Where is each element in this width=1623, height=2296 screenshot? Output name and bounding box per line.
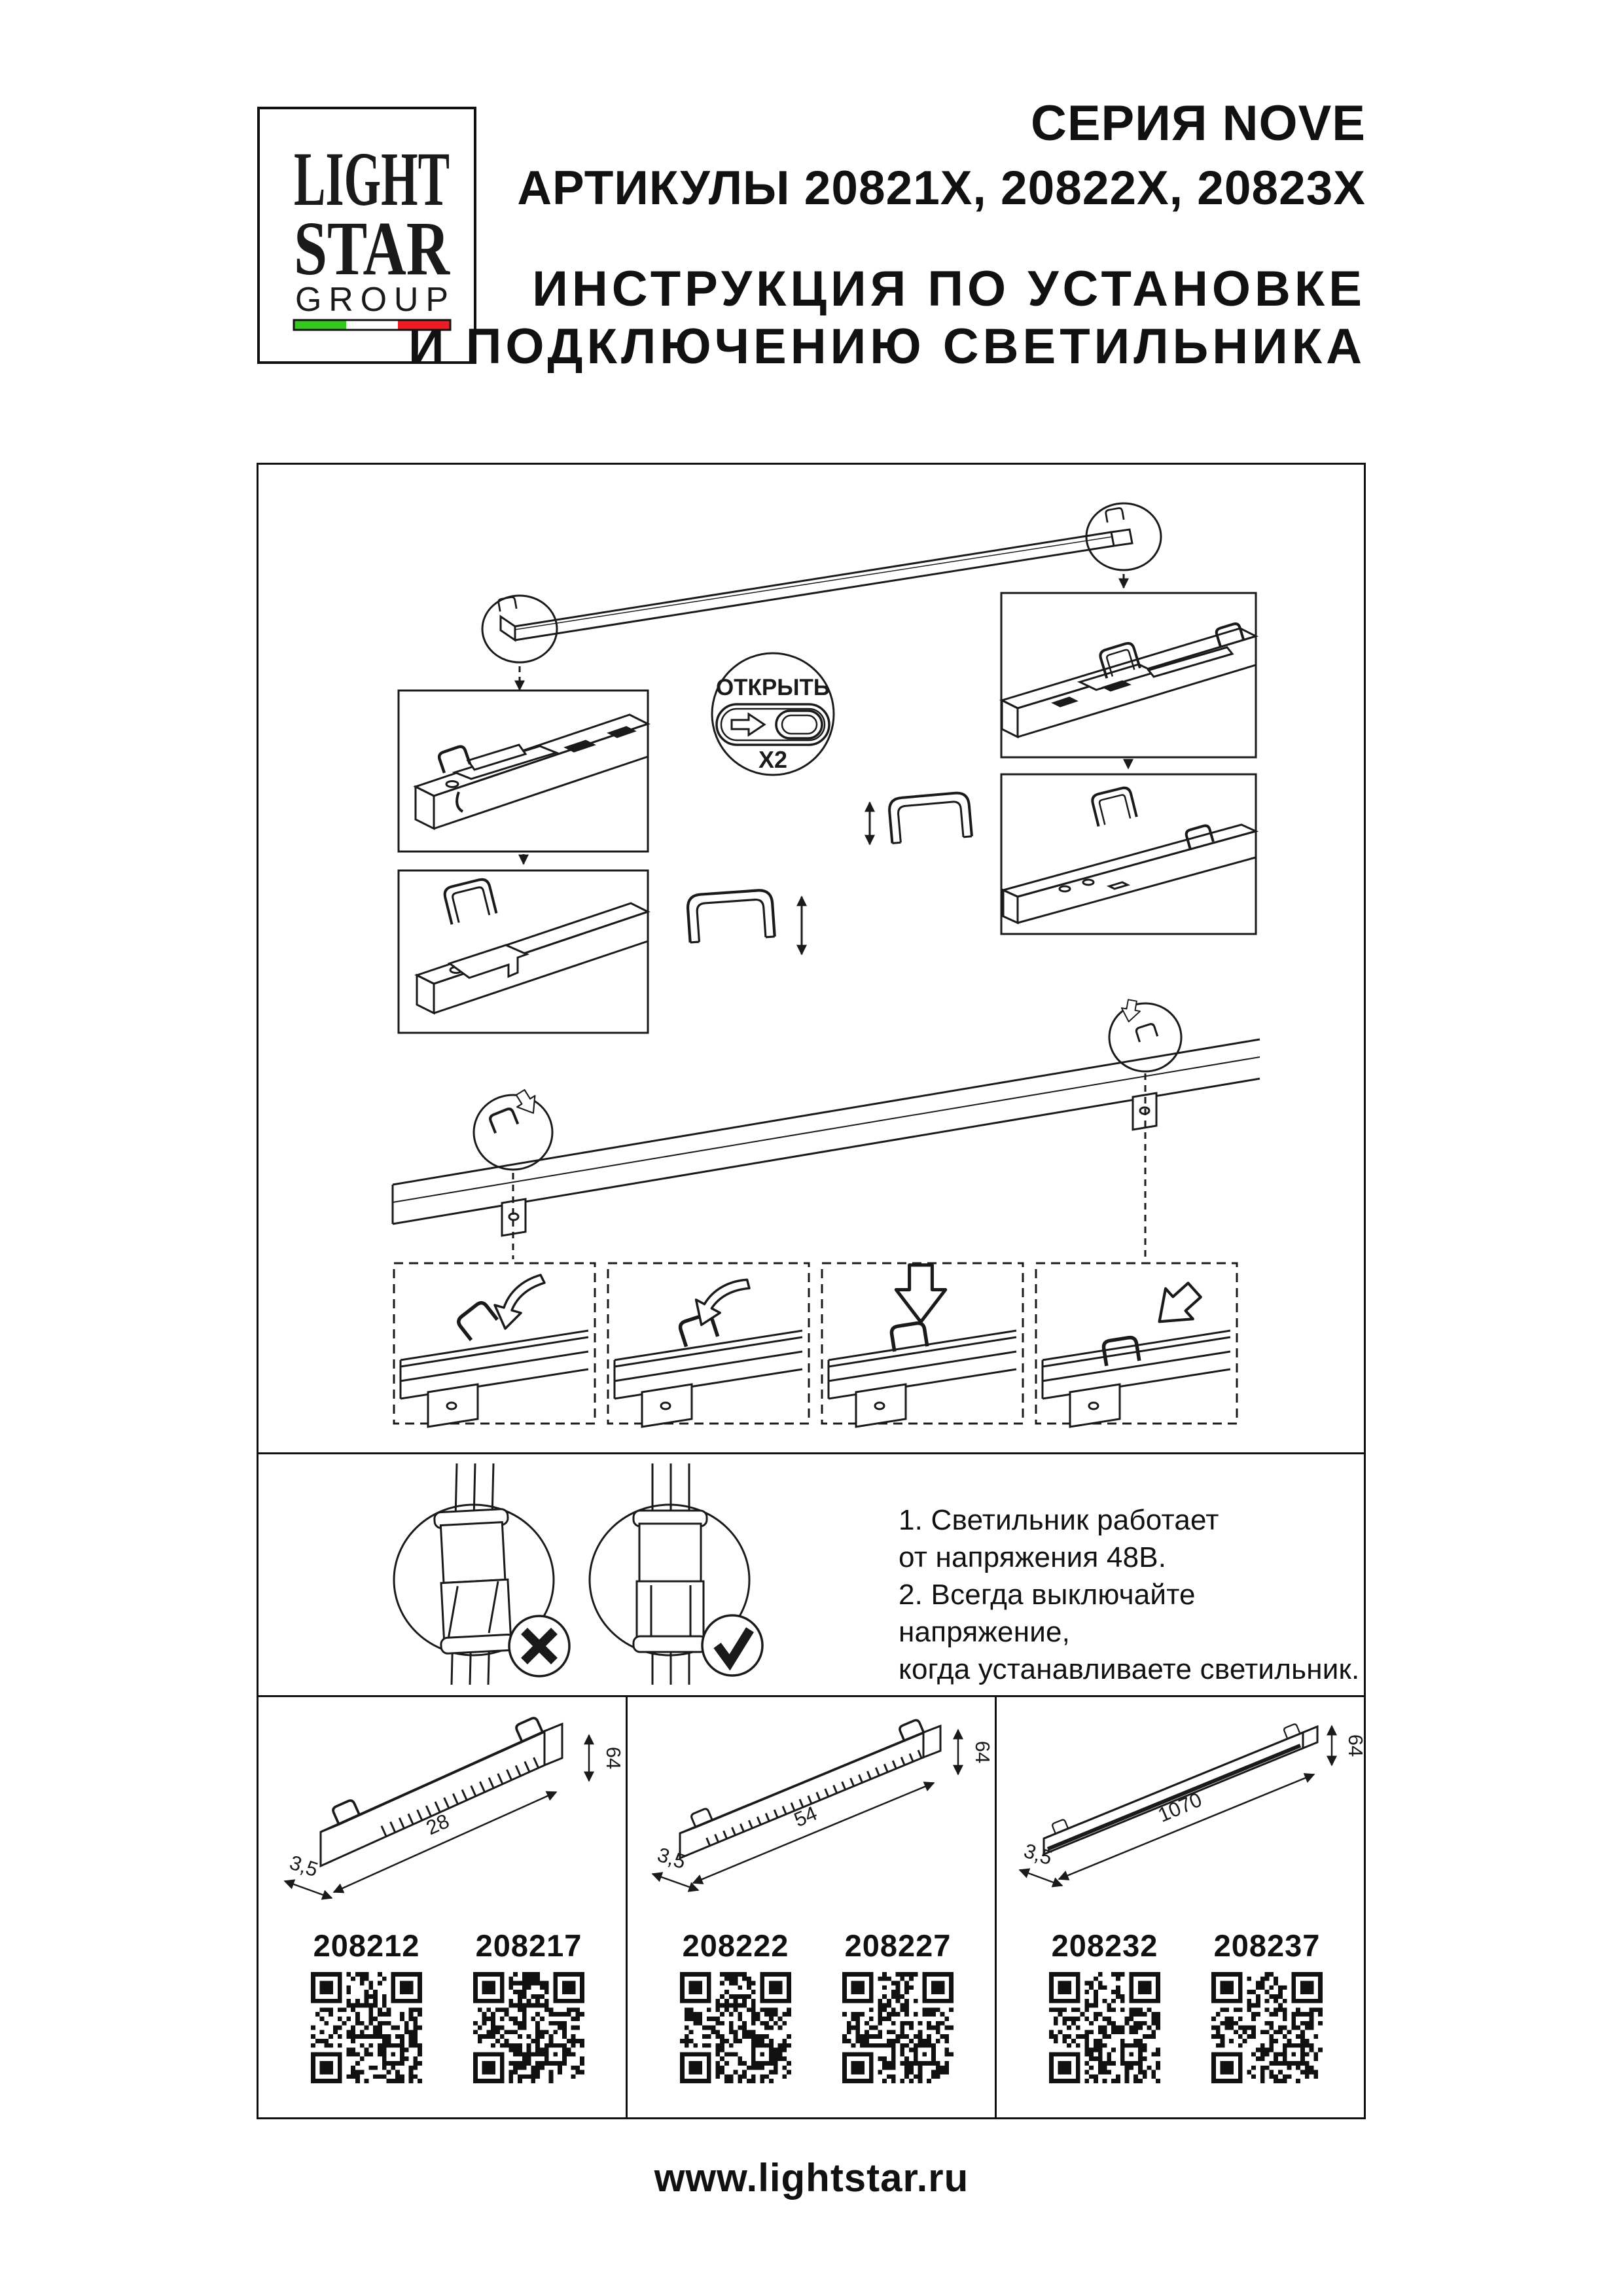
qr-code [311, 1972, 422, 2083]
doc-title-line2: И ПОДКЛЮЧЕНИЮ СВЕТИЛЬНИКА [408, 319, 1366, 374]
repeat-label: X2 [758, 746, 788, 773]
detail-step-clip-removed [1001, 774, 1256, 934]
note-line-3: 2. Всегда выключайте напряжение, [899, 1579, 1196, 1648]
qr-code [473, 1972, 584, 2083]
fixture-drawing-28 [259, 1697, 625, 1923]
dim-height: 64 [971, 1740, 994, 1764]
installation-diagram-box [257, 463, 1366, 1454]
product-panel-1070 [997, 1697, 1367, 2117]
logo-word-group: GROUP [295, 281, 448, 319]
clip-vertical-move-icon-left [687, 889, 802, 954]
note-line-1: 1. Светильник работает [899, 1504, 1219, 1536]
qr-code [1211, 1972, 1323, 2083]
article-number: 208217 [475, 1928, 582, 1963]
mounting-step-1 [394, 1263, 595, 1427]
dim-length: 28 [422, 1809, 453, 1840]
qr-code [842, 1972, 954, 2083]
track-rail-bottom-diagram [393, 999, 1260, 1259]
dim-length: 54 [791, 1801, 821, 1832]
dim-depth: 3,5 [1021, 1839, 1056, 1870]
open-label: ОТКРЫТЬ [715, 675, 830, 700]
doc-title-line1: ИНСТРУКЦИЯ ПО УСТАНОВКЕ [532, 261, 1366, 317]
wrong-connection-diagram [394, 1463, 569, 1685]
detail-step-remove-latch [399, 691, 648, 852]
detail-step-latch-closed [1001, 593, 1256, 757]
product-panel-54 [628, 1697, 997, 2117]
dim-depth: 3,5 [654, 1842, 689, 1874]
fixture-drawing-54 [628, 1697, 994, 1923]
document-header [408, 97, 1366, 376]
article-number: 208232 [1051, 1928, 1158, 1963]
correct-connection-diagram [590, 1463, 762, 1685]
safety-notes-box [257, 1454, 1366, 1697]
mounting-step-4 [1036, 1263, 1237, 1427]
article-number: 208212 [313, 1928, 420, 1963]
fixture-drawing-1070 [997, 1697, 1367, 1923]
dim-depth: 3,5 [287, 1850, 321, 1882]
open-slider-badge [712, 653, 834, 775]
note-line-4: когда устанавливаете светильник. [899, 1653, 1360, 1685]
note-line-2: от напряжения 48В. [899, 1541, 1167, 1573]
logo-word-light: LIGHT [294, 136, 450, 222]
mounting-step-3 [822, 1263, 1023, 1427]
safety-notes [899, 1501, 1364, 1688]
website-url: www.lightstar.ru [654, 2156, 969, 2200]
qr-code [680, 1972, 791, 2083]
dim-height: 64 [602, 1746, 625, 1770]
series-title: СЕРИЯ NOVE [1030, 96, 1366, 151]
article-number: 208222 [682, 1928, 789, 1963]
slider-icon [717, 704, 829, 745]
dim-height: 64 [1344, 1734, 1367, 1757]
detail-step-clip-and-cover [399, 870, 648, 1033]
article-number: 208237 [1213, 1928, 1321, 1963]
mounting-step-2 [608, 1263, 809, 1427]
articles-line: АРТИКУЛЫ 20821X, 20822X, 20823X [517, 162, 1366, 215]
logo-word-star: STAR [294, 206, 451, 291]
slide-arrow-icon [732, 714, 764, 735]
product-panel-28 [259, 1697, 628, 2117]
dim-length: 1070 [1154, 1787, 1205, 1827]
qr-code [1049, 1972, 1160, 2083]
product-variants-box [257, 1697, 1366, 2119]
clip-vertical-move-icon-right [870, 792, 972, 844]
article-number: 208227 [844, 1928, 952, 1963]
